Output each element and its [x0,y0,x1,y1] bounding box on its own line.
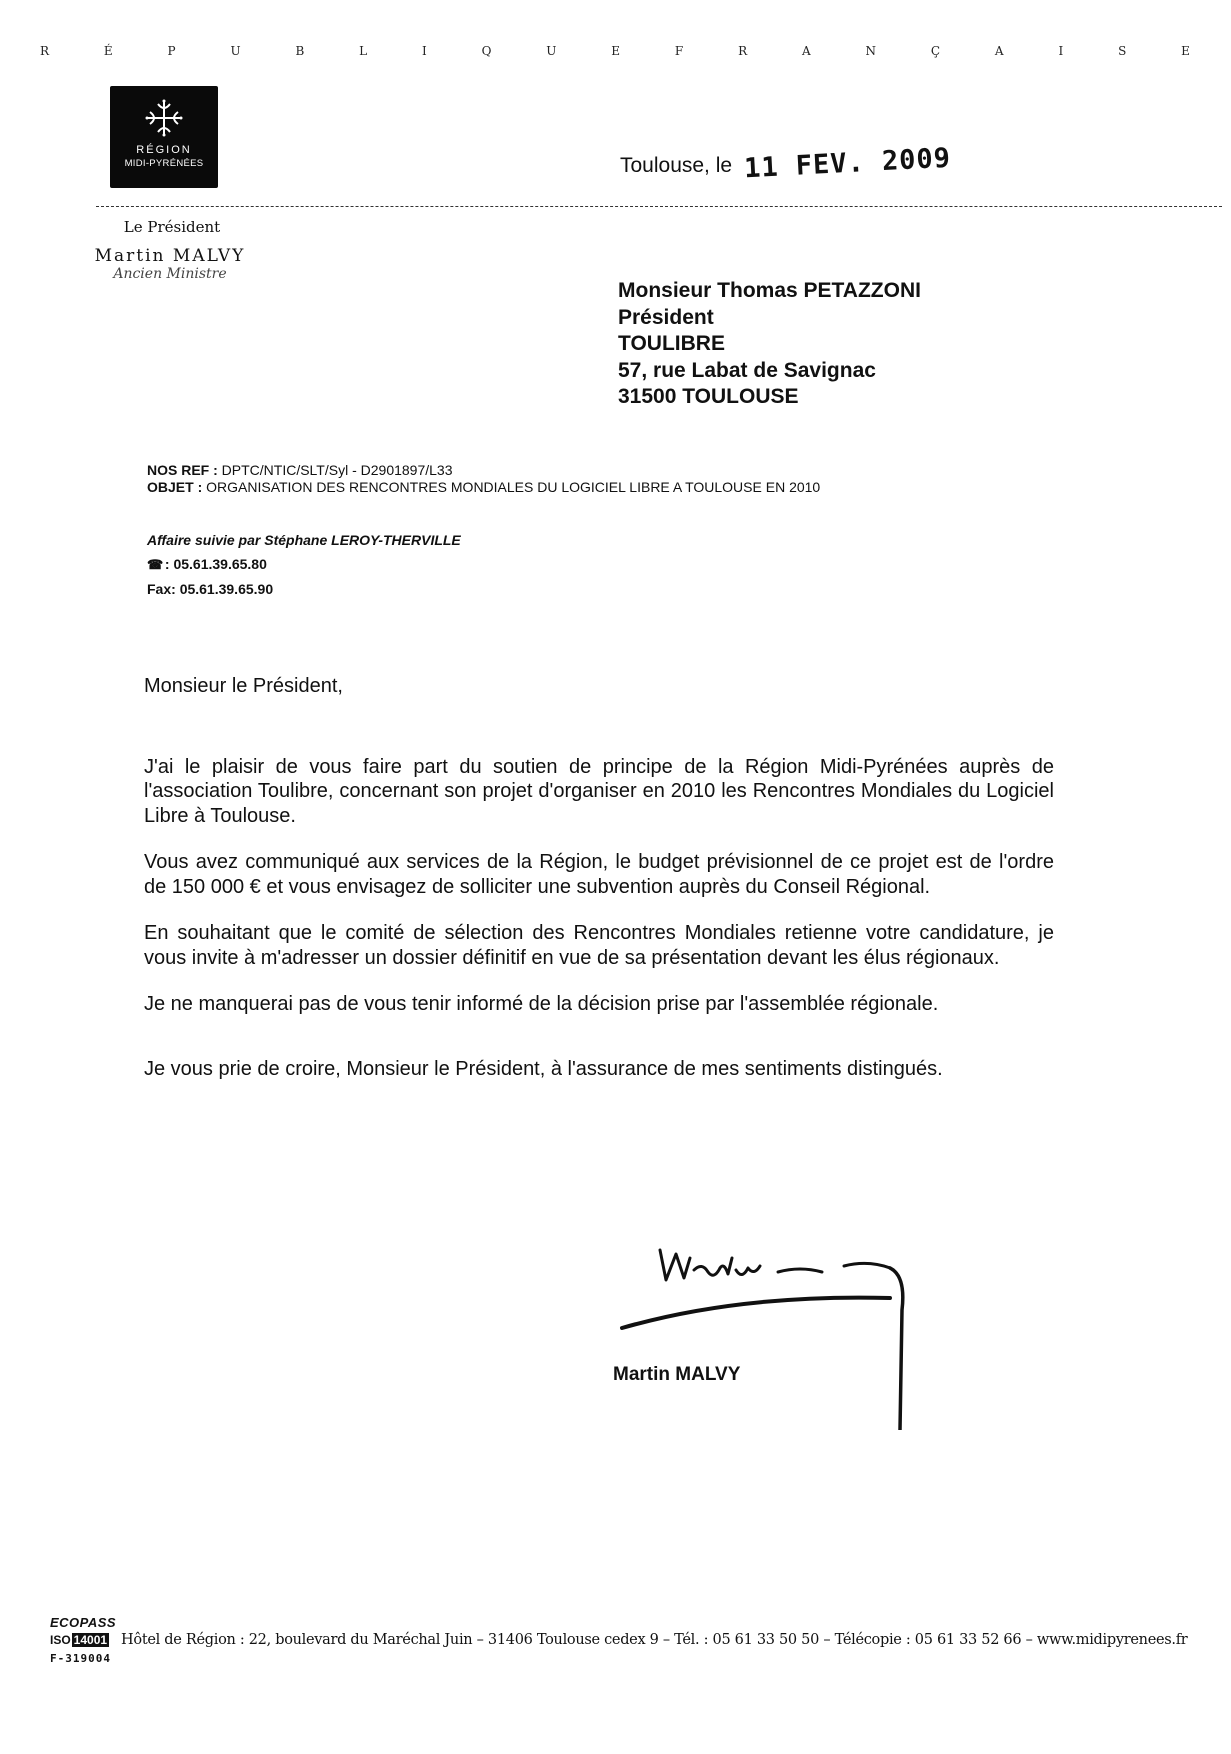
sender-block [70,218,270,282]
header-letter: R [40,44,50,58]
footer [50,1615,1210,1665]
iso-badge [50,1633,109,1647]
ecopass-label: ECOPASS [50,1615,117,1630]
header-letter: I [1058,44,1064,58]
recipient-line: TOULIBRE [618,332,725,355]
header-letter: F [674,44,684,58]
recipient-line: 57, rue Labat de Savignac [618,358,876,382]
body-paragraph: Vous avez communiqué aux services de la Région, le budget prévisionnel de ce projet est de l'ordre de 150 000 € et vous envisagez de solliciter une subvention auprès du Conseil Régional. [144,851,1054,898]
letter-body [144,674,1054,1103]
recipient-address [618,278,921,411]
body-paragraph: J'ai le plaisir de vous faire part du soutien de principe de la Région Midi-Pyrénées auprès de l'association Toulibre, concernant son projet d'organiser en 2010 les Rencontres Mondiales du Logiciel Libre à Toulouse. [144,755,1054,827]
recipient-line: Monsieur Thomas PETAZZONI [618,279,921,302]
header-letter: Ç [930,44,941,58]
telephone-icon: ☎ [147,557,164,572]
footer-row [50,1632,1210,1648]
header-letter: U [230,44,241,58]
place-label: Toulouse, le [620,154,733,177]
iso-label: ISO [50,1633,71,1647]
header-letter: L [359,44,368,58]
sender-role: Le Président [123,218,221,236]
contact-block [147,528,461,601]
object-line [147,479,820,496]
ref-label: NOS REF : [147,462,218,478]
object-value: ORGANISATION DES RENCONTRES MONDIALES DU LOGICIEL LIBRE A TOULOUSE EN 2010 [206,479,821,495]
reference-block [147,462,820,496]
iso-number: 14001 [73,1633,108,1647]
header-divider [96,206,1222,207]
region-logo [110,86,218,188]
recipient-line: 31500 TOULOUSE [618,385,799,408]
salutation: Monsieur le Président, [144,675,343,697]
handwritten-signature [610,1240,930,1430]
republique-francaise-header [40,44,1190,58]
recipient-line: Président [618,305,714,329]
header-letter: I [421,44,427,58]
closing-paragraph: Je vous prie de croire, Monsieur le Président, à l'assurance de mes sentiments distingués. [144,1057,943,1080]
logo-line-1: RÉGION [136,144,192,156]
phone-line [147,552,461,577]
header-letter: N [865,44,877,58]
header-letter: B [295,44,305,58]
header-letter: A [994,44,1004,58]
fax-label: Fax: [147,581,176,597]
signer-name: Martin MALVY [613,1364,741,1385]
header-letter: A [801,44,811,58]
header-letter: P [167,44,176,58]
footer-address: Hôtel de Région : 22, boulevard du Maréchal Juin – 31406 Toulouse cedex 9 – Tél. : 05 61 33 50 50 – Télécopie : 05 61 33 52 66 – www.midipyrenees.fr [121,1632,1188,1648]
logo-line-2: MIDI-PYRÉNÉES [124,158,204,169]
phone-number: : 05.61.39.65.80 [164,556,267,572]
place-and-date [620,142,952,185]
header-letter: Q [481,44,492,58]
fax-number: 05.61.39.65.90 [179,581,274,597]
header-letter: E [611,44,621,58]
certificate-number: F-319004 [50,1652,111,1665]
fax-line [147,577,461,601]
header-letter: É [103,44,113,58]
header-letter: E [1181,44,1190,58]
header-letter: R [738,44,748,58]
date-stamp: 11 FEV. 2009 [743,142,952,185]
followed-by: Affaire suivie par Stéphane LEROY-THERVILLE [147,532,461,548]
body-paragraph: En souhaitant que le comité de sélection des Rencontres Mondiales retienne votre candidature, je vous invite à m'adresser un dossier définitif en vue de sa présentation devant les élus régionaux. [144,922,1054,969]
sender-name: Martin MALVY [94,246,246,266]
ref-value: DPTC/NTIC/SLT/Syl - D2901897/L33 [221,462,453,478]
reference-line [147,462,820,479]
header-letter: U [546,44,557,58]
header-letter: S [1118,44,1127,58]
sender-title: Ancien Ministre [113,266,227,282]
object-label: OBJET : [147,479,203,495]
occitan-cross-icon [144,98,184,138]
body-paragraph: Je ne manquerai pas de vous tenir informé de la décision prise par l'assemblée régionale. [144,993,939,1015]
